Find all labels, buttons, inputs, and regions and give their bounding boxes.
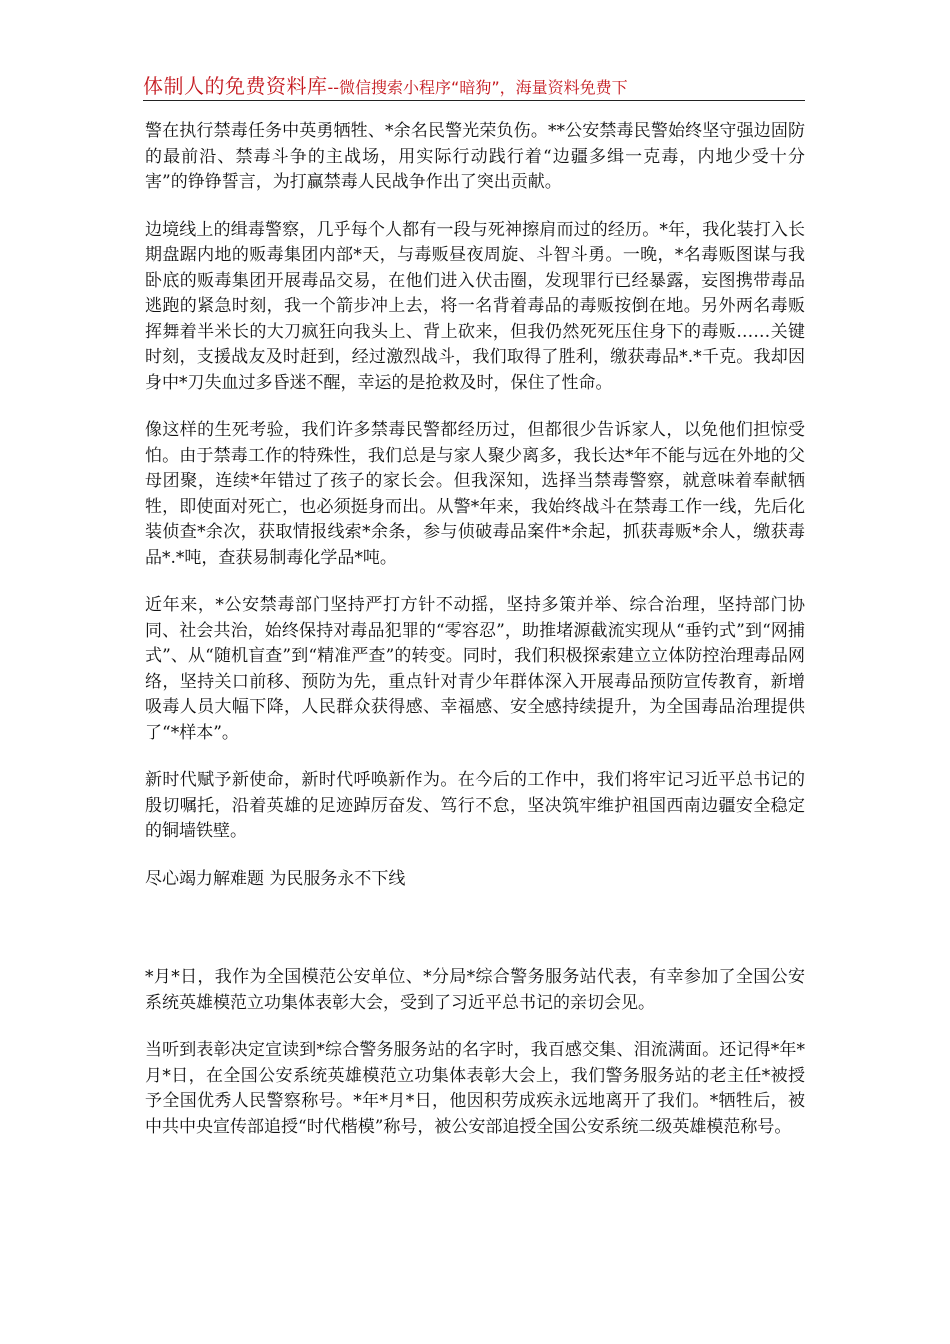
- paragraph: 警在执行禁毒任务中英勇牺牲、*余名民警光荣负伤。**公安禁毒民警始终坚守强边固防的最前沿、禁毒斗争的主战场，用实际行动践行着“边疆多缉一克毒，内地少受十分害”的铮铮誓言，为打赢禁毒人民战争作出了突出贡献。: [145, 121, 805, 192]
- paragraph: 当听到表彰决定宣读到*综合警务服务站的名字时，我百感交集、泪流满面。还记得*年*月*日，在全国公安系统英雄模范立功集体表彰大会上，我们警务服务站的老主任*被授予全国优秀人民警察称号。*年*月*日，他因积劳成疾永远地离开了我们。*牺牲后，被中共中央宣传部追授“时代楷模”称号，被公安部追授全国公安系统二级英雄模范称号。: [145, 1040, 805, 1137]
- section-title: 尽心竭力解难题 为民服务永不下线: [145, 868, 406, 889]
- header-brand: 体制人的免费资料库: [143, 74, 328, 98]
- header-slogan: --微信搜索小程序“暗狗”，海量资料免费下: [327, 78, 628, 97]
- document-header: [143, 70, 805, 101]
- paragraph: 近年来，*公安禁毒部门坚持严打方针不动摇，坚持多策并举、综合治理，坚持部门协同、社会共治，始终保持对毒品犯罪的“零容忍”，助推堵源截流实现从“垂钓式”到“网捕式”、从“随机盲查”到“精准严查”的转变。同时，我们积极探索建立立体防控治理毒品网络，坚持关口前移、预防为先，重点针对青少年群体深入开展毒品预防宣传教育，新增吸毒人员大幅下降，人民群众获得感、幸福感、安全感持续提升，为全国毒品治理提供了“*样本”。: [145, 595, 805, 743]
- paragraph: *月*日，我作为全国模范公安单位、*分局*综合警务服务站代表，有幸参加了全国公安系统英雄模范立功集体表彰大会，受到了习近平总书记的亲切会见。: [145, 967, 805, 1013]
- paragraph: 边境线上的缉毒警察，几乎每个人都有一段与死神擦肩而过的经历。*年，我化装打入长期盘踞内地的贩毒集团内部*天，与毒贩昼夜周旋、斗智斗勇。一晚，*名毒贩图谋与我卧底的贩毒集团开展毒品交易，在他们进入伏击圈，发现罪行已经暴露，妄图携带毒品逃跑的紧急时刻，我一个箭步冲上去，将一名背着毒品的毒贩按倒在地。另外两名毒贩挥舞着半米长的大刀疯狂向我头上、背上砍来，但我仍然死死压住身下的毒贩……关键时刻，支援战友及时赶到，经过激烈战斗，我们取得了胜利，缴获毒品*.*千克。我却因身中*刀失血过多昏迷不醒，幸运的是抢救及时，保住了性命。: [145, 219, 805, 393]
- paragraph: 新时代赋予新使命，新时代呼唤新作为。在今后的工作中，我们将牢记习近平总书记的殷切嘱托，沿着英雄的足迹踔厉奋发、笃行不怠，坚决筑牢维护祖国西南边疆安全稳定的铜墙铁壁。: [145, 770, 805, 841]
- paragraph: 像这样的生死考验，我们许多禁毒民警都经历过，但都很少告诉家人，以免他们担惊受怕。由于禁毒工作的特殊性，我们总是与家人聚少离多，我长达*年不能与远在外地的父母团聚，连续*年错过了孩子的家长会。但我深知，选择当禁毒警察，就意味着奉献牺牲，即使面对死亡，也必须挺身而出。从警*年来，我始终战斗在禁毒工作一线，先后化装侦查*余次，获取情报线索*余条，参与侦破毒品案件*余起，抓获毒贩*余人，缴获毒品*.*吨，查获易制毒化学品*吨。: [145, 420, 805, 568]
- document-body: [145, 119, 805, 1162]
